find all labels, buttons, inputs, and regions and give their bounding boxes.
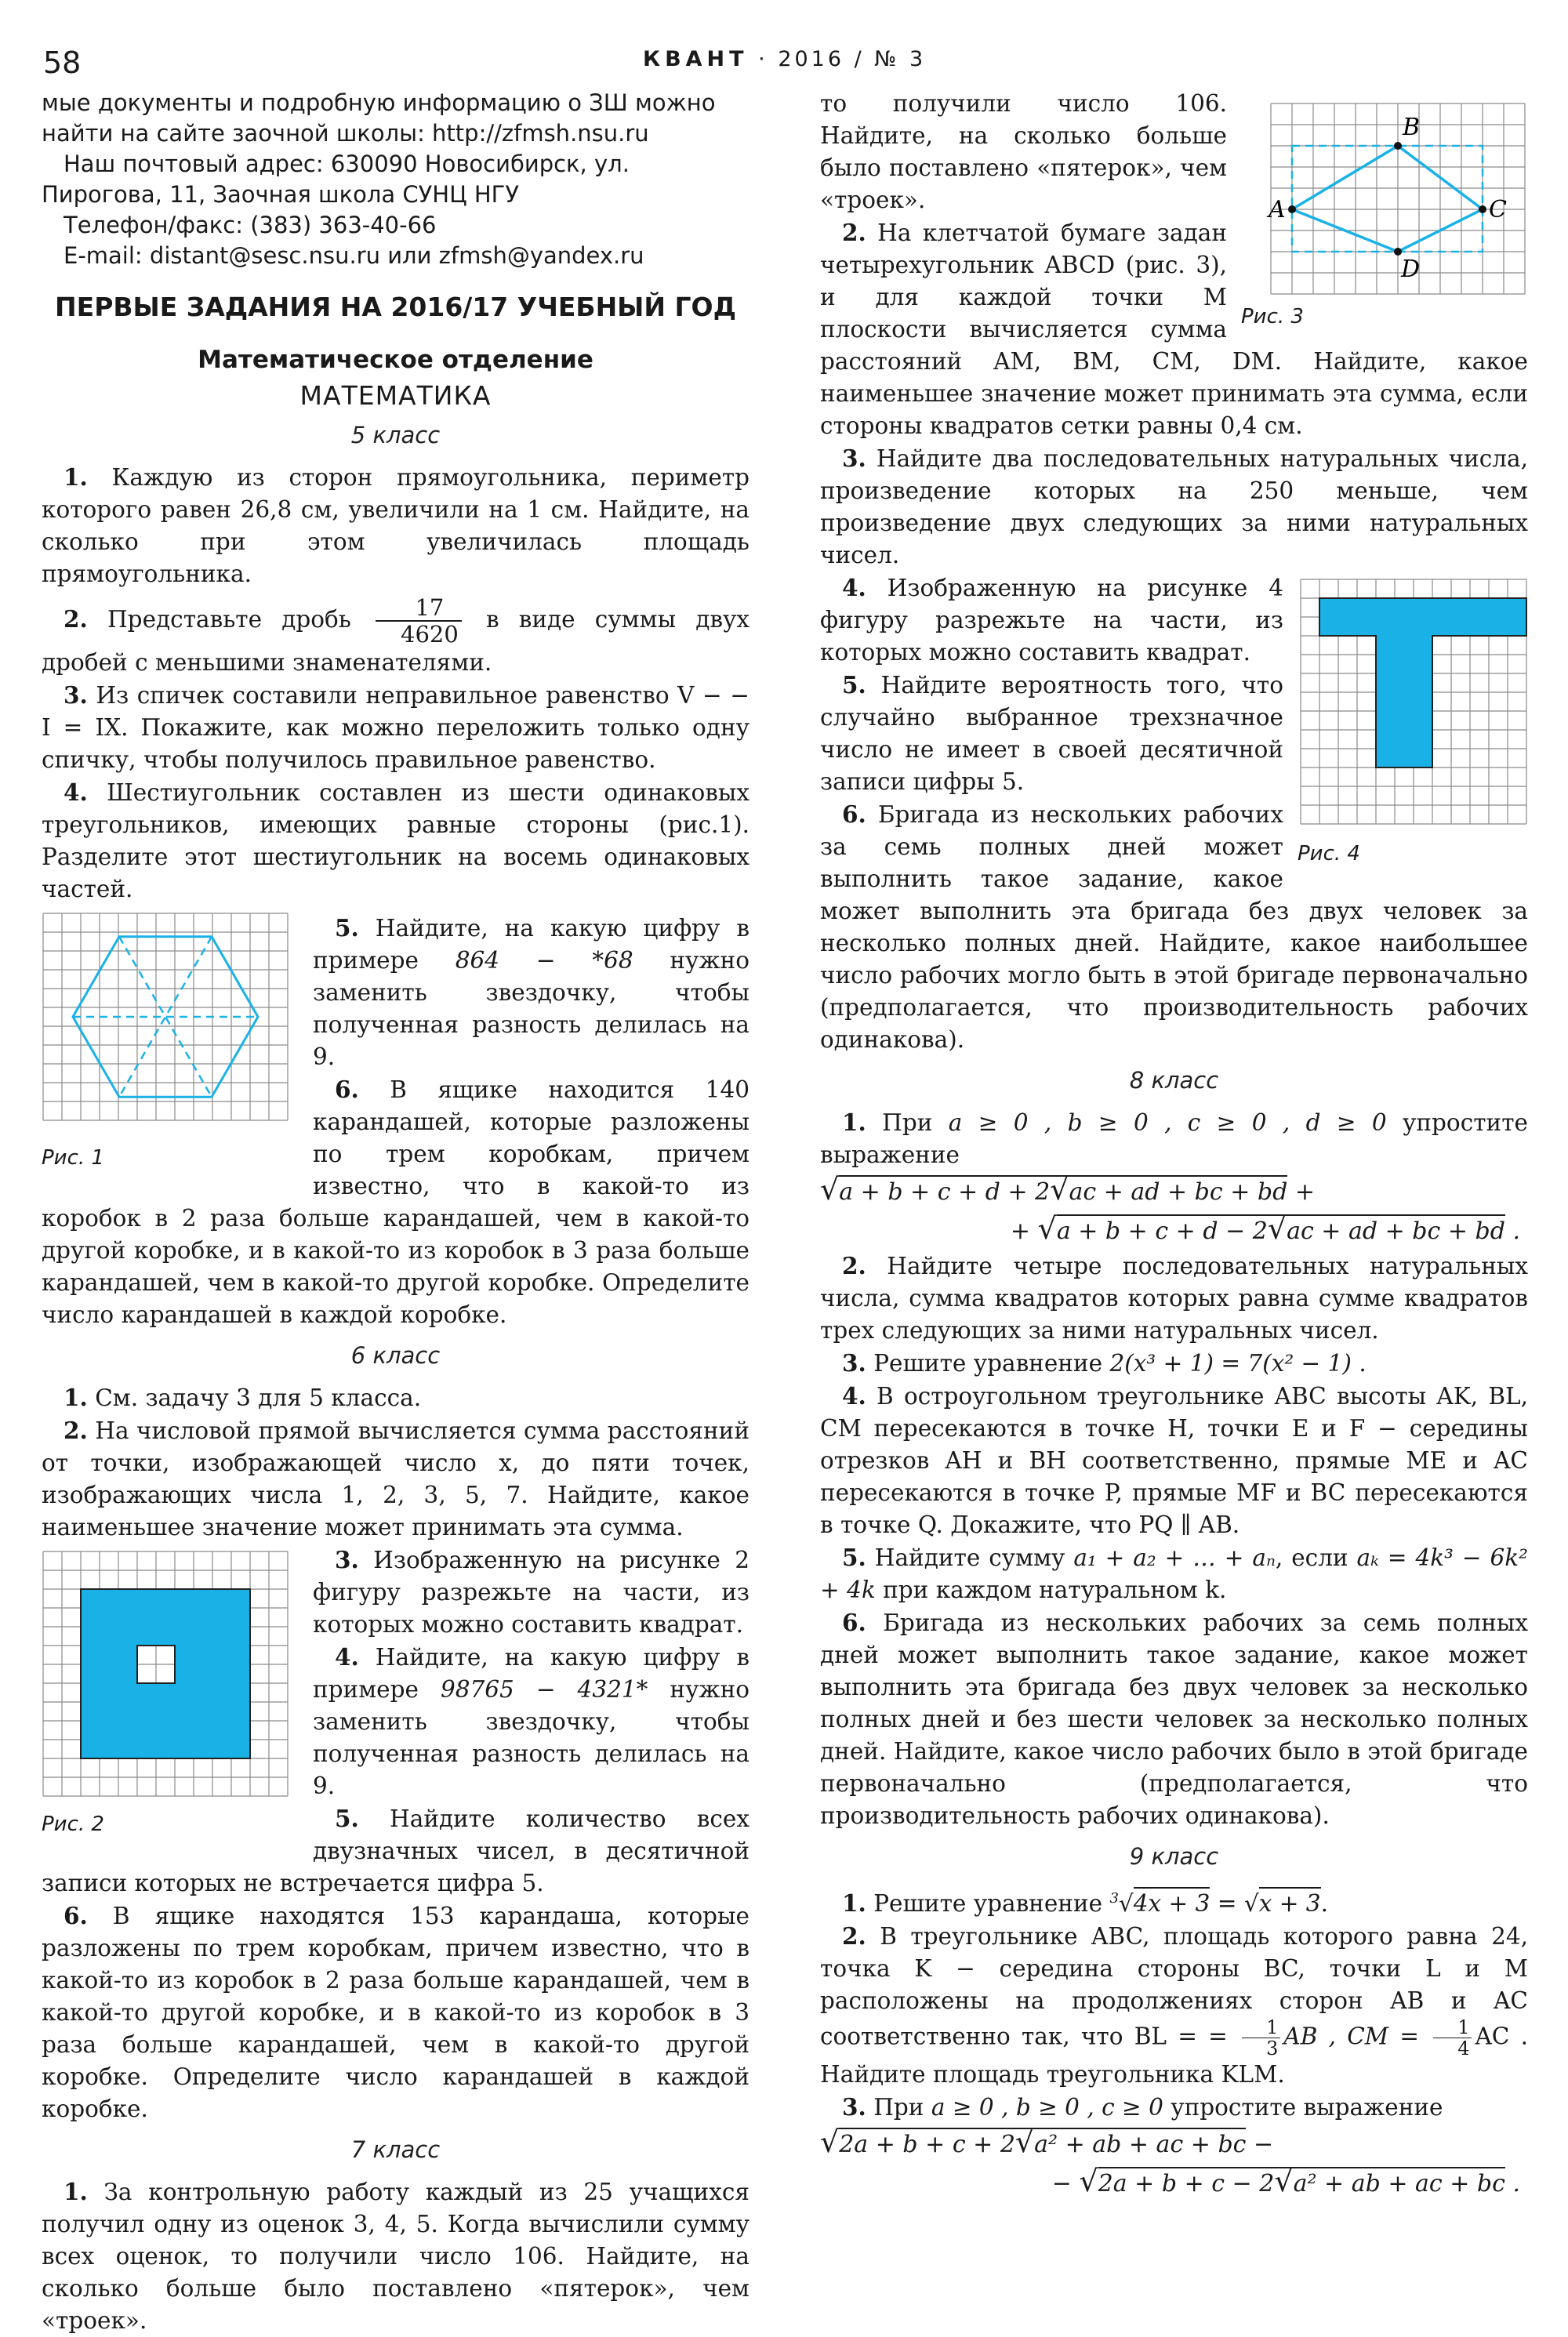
quadrilateral-abcd [1292,146,1483,252]
g7-problem-6: 6. Бригада из нескольких рабочих за семь полных дней может выполнить такое задание, какое может выполнить эта бригада без двух человек за несколько полных дней. Найдите, какое наибольшее число рабочих могло быть в этой бригаде первоначально (предполагается, что производительность рабочих одинакова). [820,800,1528,1053]
left-column [42,88,750,2337]
g6-problem-1: 1. См. задачу 3 для 5 класса. [64,1384,422,1411]
figure-1 [42,912,297,1170]
grade-5-heading: 5 класс [350,422,441,448]
figure-4 [1298,576,1528,865]
g8-problem-1: 1. При a ≥ 0 , b ≥ 0 , c ≥ 0 , d ≥ 0 упростите выражение [820,1109,1528,1168]
journal-name: КВАНТ [643,47,749,71]
vertex-a [1288,205,1296,213]
g8-problem-2: 2. Найдите четыре последовательных натуральных числа, сумма квадратов которых равна сумме квадратов трех следующих за ними натуральных чисел. [820,1252,1528,1344]
journal-issue: · 2016 / № 3 [758,47,927,71]
fraction-17-4620: $\frac{17}{4620}$ [376,595,462,647]
figure-4-caption: Рис. 4 [1298,842,1360,865]
intro-email: E-mail: distant@sesc.nsu.ru или zfmsh@yandex.ru [64,242,644,269]
g6-problem-2: 2. На числовой прямой вычисляется сумма расстояний от точки, изображающей число x, до пяти точек, изображающих числа 1, 2, 3, 5, 7. Найдите, какое наименьшее значение может принимать эта сумма. [42,1417,750,1540]
figure-1-caption: Рис. 1 [42,1146,104,1170]
subject-heading: МАТЕМАТИКА [299,380,492,411]
figure-3-caption: Рис. 3 [1241,305,1304,328]
g5-problem-5: 5. Найдите, на какую цифру в примере 864 − *68 нужно заменить звездочку, чтобы полученная разность делилась на 9. [313,914,750,1070]
g5-problem-6: 6. В ящике находится 140 карандашей, которые разложены по трем коробкам, причем известно, что в какой-то из коробок в 2 раза больше карандашей, чем в какой-то другой коробке, и в какой-то из коробок в 3 раза больше карандашей, чем в какой-то другой коробке. Определите число карандашей в каждой коробке. [42,1076,750,1328]
fraction-1-3: $\frac{1}{3}$ [1242,2017,1280,2059]
g6-problem-3: 3. Изображенную на рисунке 2 фигуру разрежьте на части, из которых можно составить квадрат. [313,1546,750,1638]
g5-problem-2: 2. Представьте дробь $\frac{17}{4620}$ в виде суммы двух дробей с меньшими знаменателями. [42,594,750,676]
g9-formula-line-2: − √2a + b + c − 2√a² + ab + ac + bc . [1051,2163,1520,2198]
point-label-a: A [1269,196,1286,223]
intro-phone: Телефон/факс: (383) 363-40-66 [64,212,437,238]
g9-problem-1: 1. Решите уравнение $^3$√4x + 3 = √x + 3. [820,1882,1528,1920]
intro-address: Наш почтовый адрес: 630090 Новосибирск, ул. Пирогова, 11, Заочная школа СУНЦ НГУ [42,151,630,208]
square-with-hole [81,1589,250,1758]
g8-problem-4: 4. В остроугольном треугольнике ABC высоты AK, BL, CM пересекаются в точке H, точки E и F − середины отрезков AH и BH соответственно, прямые ME и AC пересекаются в точке P, прямые MF и BC пересекаются в точке Q. Докажите, что PQ ∥ AB. [820,1382,1528,1538]
grid [43,1551,288,1796]
fraction-1-4: $\frac{1}{4}$ [1433,2017,1472,2059]
g9-problem-2: 2. В треугольнике ABC, площадь которого равна 24, точка K − середина стороны BC, точки L и M расположены на продолжениях сторон AB и AC соответственно так, что BL = = $\frac{1}{3}$ AB , CM = $\frac{1}{4}$ AC . Найдите площадь треугольника KLM. [820,1921,1528,2088]
figure-3 [1241,99,1528,328]
grade-9-heading: 9 класс [1129,1843,1219,1870]
square-with-hole-figure [42,1550,297,1805]
quadrilateral-figure [1241,99,1528,298]
figure-2 [42,1550,297,1836]
g7-problem-3: 3. Найдите два последовательных натуральных числа, произведение которых на 250 меньше, чем произведение двух следующих за ними натуральных чисел. [820,445,1528,568]
g9-formula-line-1: √2a + b + c + 2√a² + ab + ac + bc − [820,2124,1274,2159]
g8-problem-6: 6. Бригада из нескольких рабочих за семь полных дней может выполнить такое задание, какое может выполнить эта бригада без двух человек за несколько полных дней и без шести человек за несколько полных дней. Найдите, какое число рабочих было в этой бригаде первоначально (предполагается, что производительность рабочих одинакова). [820,1609,1528,1829]
g7-problem-1: 1. За контрольную работу каждый из 25 учащихся получил одну из оценок 3, 4, 5. Когда вычислили сумму всех оценок, то получили число 106. Найдите, на сколько больше было поставлено «пятерок», чем «троек». [42,2178,750,2334]
point-label-c: C [1489,196,1507,223]
g5-problem-1: 1. Каждую из сторон прямоугольника, периметр которого равен 26,8 см, увеличили на 1 см. Найдите, на сколько при этом увеличилась площадь прямоугольника. [42,463,750,587]
department-heading: Математическое отделение [198,346,593,374]
page-number: 58 [43,45,82,80]
vertex-c [1479,205,1486,213]
g5-problem-4: 4. Шестиугольник составлен из шести одинаковых треугольников, имеющих равные стороны (рис.1). Разделите этот шестиугольник на восемь одинаковых частей. [42,778,750,902]
vertex-b [1394,142,1402,150]
g6-problem-4: 4. Найдите, на какую цифру в примере 98765 − 4321* нужно заменить звездочку, чтобы полученная разность делилась на 9. [313,1643,750,1799]
g7-problem-5: 5. Найдите вероятность того, что случайно выбранное трехзначное число не имеет в своей десятичной записи цифры 5. [820,671,1283,795]
g8-formula-line-1: √a + b + c + d + 2√ac + ad + bc + bd + [820,1172,1315,1207]
main-heading: ПЕРВЫЕ ЗАДАНИЯ НА 2016/17 УЧЕБНЫЙ ГОД [55,292,736,322]
right-column [820,88,1528,2202]
g7-problem-1-cont: то получили число 106. Найдите, на сколько больше было поставлено «пятерок», чем «троек». [820,90,1227,213]
g8-problem-5: 5. Найдите сумму a₁ + a₂ + … + aₙ, если aₖ = 4k³ − 6k² + 4k при каждом натуральном k. [820,1544,1528,1603]
g8-problem-3: 3. Решите уравнение 2(x³ + 1) = 7(x² − 1) . [842,1349,1367,1377]
t-shape [1319,598,1526,768]
g6-problem-6: 6. В ящике находятся 153 карандаша, которые разложены по трем коробкам, причем известно, что в какой-то из коробок в 2 раза больше карандашей, чем в какой-то другой коробке, и в какой-то из коробок в 3 раза больше карандашей, чем в какой-то другой коробке. Определите число карандашей в каждой коробке. [42,1902,750,2122]
hexagon-figure [42,912,297,1139]
journal-header [643,47,926,71]
g5-problem-3: 3. Из спичек составили неправильное равенство V − − I = IX. Покажите, как можно переложить только одну спичку, чтобы получилось правильное равенство. [42,681,750,773]
g7-problem-2: 2. На клетчатой бумаге задан четырехугольник ABCD (рис. 3), и для каждой точки M плоскости вычисляется сумма расстояний AM, BM, CM, DM. Найдите, какое наименьшее значение может принимать эта сумма, если стороны квадратов сетки равны 0,4 см. [820,219,1528,439]
t-shape-figure [1298,576,1528,835]
point-label-b: B [1403,114,1421,141]
grade-7-heading: 7 класс [350,2136,441,2163]
dashed-rectangle [1292,146,1483,252]
point-label-d: D [1401,256,1421,283]
figure-2-caption: Рис. 2 [42,1813,104,1836]
g9-problem-3: 3. При a ≥ 0 , b ≥ 0 , c ≥ 0 упростите выражение [842,2092,1443,2121]
g7-problem-4: 4. Изображенную на рисунке 4 фигуру разрежьте на части, из которых можно составить квадрат. [820,574,1283,666]
g8-formula-line-2: + √a + b + c + d − 2√ac + ad + bc + bd . [1010,1211,1520,1246]
vertex-d [1394,248,1402,256]
grade-6-heading: 6 класс [350,1342,441,1369]
grade-8-heading: 8 класс [1129,1067,1219,1094]
intro-text: мые документы и подробную информацию о ЗШ можно найти на сайте заочной школы: http://zfmsh.nsu.ru [42,89,716,147]
g6-problem-5: 5. Найдите количество всех двузначных чисел, в десятичной записи которых не встречается цифра 5. [42,1805,750,1896]
